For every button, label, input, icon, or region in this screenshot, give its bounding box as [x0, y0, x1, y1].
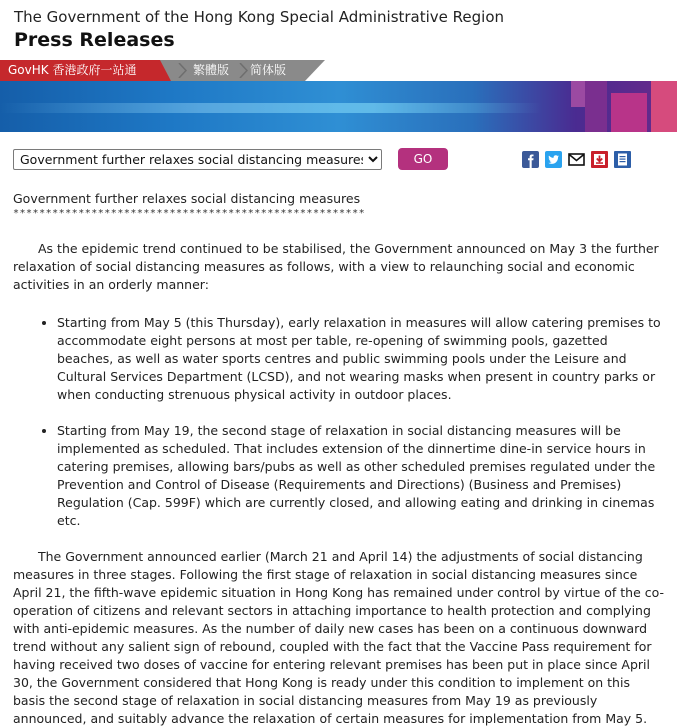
separator-chevron-icon: [239, 63, 248, 78]
intro-paragraph: As the epidemic trend continued to be stabilised, the Government announced on May 3 the further relaxation of social distancing measures as follows, with a view to relaunching social and economic activities in an orderly manner:: [13, 241, 659, 292]
release-select-wrapper: [13, 149, 382, 169]
simplified-chinese-link[interactable]: 简体版: [250, 63, 287, 77]
banner-block: [585, 81, 607, 132]
go-button[interactable]: GO: [398, 148, 448, 170]
share-icons: [522, 151, 631, 169]
print-icon[interactable]: [614, 151, 631, 168]
twitter-icon[interactable]: [545, 151, 562, 168]
release-controls: [0, 132, 677, 184]
download-icon[interactable]: [591, 151, 608, 168]
list-item: • Starting from May 5 (this Thursday), early relaxation in measures will allow catering premises to accommodate eight persons at most per table, re-opening of swimming pools, gazetted beaches, as well as water sports centres and public swimming pools under the Leisure and Cultural Services Department (LCSD), and not wearing masks when present in country parks or when conducting strenuous physical activity in outdoor places.: [57, 314, 665, 404]
body-paragraph: The Government announced earlier (March 21 and April 14) the adjustments of social distancing measures in three stages. Following the first stage of relaxation in social distancing measures since April 21, the fifth-wave epidemic situation in Hong Kong has remained under control by virtue of the co-operation of citizens and relevant sectors in attaching importance to health protection and complying with anti-epidemic measures. As the number of daily new cases has been on a continuous downward trend without any salient sign of rebound, coupled with the fact that the Vaccine Pass requirement for having received two doses of vaccine for entering relevant premises has been put in place since April 30, the Government considered that Hong Kong is ready under this condition to implement on this basis the second stage of relaxation in social distancing measures from May 19 as previously announced, and suitably advance the relaxation of certain measures for implementation from May 5.: [13, 549, 665, 726]
headline-underline: ******************************************************: [13, 208, 366, 219]
page-header: [0, 0, 677, 60]
banner-block: [611, 93, 647, 132]
language-nav-bar: [0, 60, 677, 81]
banner-block: [571, 81, 585, 107]
press-release-body: [13, 190, 665, 728]
page-title: Press Releases: [14, 29, 175, 51]
email-icon[interactable]: [568, 151, 585, 168]
measures-list: [13, 314, 665, 530]
list-item: • Starting from May 19, the second stage of relaxation in social distancing measures will be implemented as scheduled. That includes extension of the dinnertime dine-in service hours in catering premises, allowing bars/pubs as well as other scheduled premises regulated under the Prevention and Control of Disease (Requirements and Directions) (Business and Premises) Regulation (Cap. 599F) which are currently closed, and allowing eating and drinking in cinemas etc.: [57, 422, 665, 530]
facebook-icon[interactable]: [522, 151, 539, 168]
release-headline: Government further relaxes social distancing measures: [13, 191, 361, 206]
nav-bar-end: [305, 60, 325, 81]
traditional-chinese-link[interactable]: 繁體版: [193, 63, 230, 77]
govhk-link[interactable]: GovHK 香港政府一站通: [0, 60, 160, 81]
header-banner: [0, 81, 677, 132]
release-select[interactable]: [13, 149, 382, 170]
nav-bar-blank: [325, 60, 677, 81]
banner-block: [651, 81, 677, 132]
separator-chevron-icon: [178, 63, 187, 78]
government-title: The Government of the Hong Kong Special Administrative Region: [14, 8, 505, 26]
